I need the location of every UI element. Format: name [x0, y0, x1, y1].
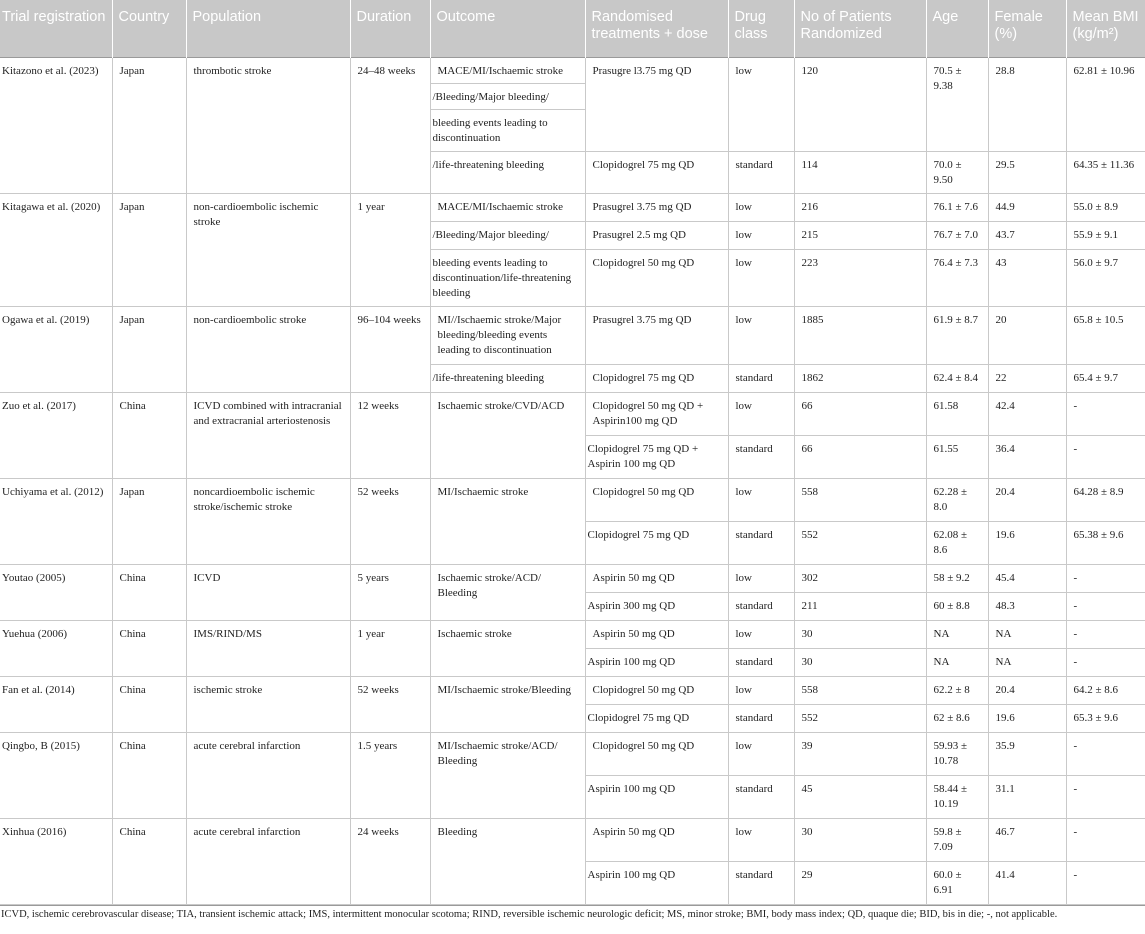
country-cell: China [112, 732, 186, 818]
female-percent-cell: 20 [988, 306, 1066, 364]
mean-bmi-cell: - [1066, 564, 1145, 592]
population-cell: ICVD combined with intracranial and extracranial arteriostenosis [186, 392, 350, 478]
mean-bmi-cell: 62.81 ± 10.96 [1066, 57, 1145, 151]
header-trial-registration: Trial registration [0, 0, 112, 57]
patients-randomized-cell: 552 [794, 521, 926, 564]
mean-bmi-cell: - [1066, 620, 1145, 648]
mean-bmi-cell: - [1066, 775, 1145, 818]
drug-class-cell: standard [728, 592, 794, 620]
outcome-cell: Bleeding [430, 818, 585, 904]
outcome-cell: MI/Ischaemic stroke [430, 478, 585, 564]
country-cell: Japan [112, 478, 186, 564]
treatment-cell: Prasugrel 3.75 mg QD [585, 306, 728, 364]
age-cell: 70.5 ± 9.38 [926, 57, 988, 151]
table-row [0, 478, 1145, 521]
age-cell: 58 ± 9.2 [926, 564, 988, 592]
drug-class-cell: low [728, 249, 794, 306]
population-cell: acute cerebral infarction [186, 818, 350, 904]
duration-cell: 52 weeks [350, 676, 430, 732]
drug-class-cell: low [728, 620, 794, 648]
header-row [0, 0, 1145, 57]
treatment-cell: Clopidogrel 75 mg QD + Aspirin 100 mg QD [585, 435, 728, 478]
table-row [0, 306, 1145, 364]
patients-randomized-cell: 45 [794, 775, 926, 818]
header-randomised-treatments: Randomised treatments + dose [585, 0, 728, 57]
age-cell: 61.55 [926, 435, 988, 478]
age-cell: 58.44 ± 10.19 [926, 775, 988, 818]
treatment-cell: Clopidogrel 75 mg QD [585, 704, 728, 732]
drug-class-cell: low [728, 57, 794, 151]
patients-randomized-cell: 29 [794, 861, 926, 904]
population-cell: non-cardioembolic ischemic stroke [186, 193, 350, 306]
mean-bmi-cell: - [1066, 861, 1145, 904]
outcome-cell: /Bleeding/Major bleeding/ [430, 83, 585, 109]
patients-randomized-cell: 211 [794, 592, 926, 620]
age-cell: 70.0 ± 9.50 [926, 151, 988, 193]
trial-registration-cell: Kitagawa et al. (2020) [0, 193, 112, 306]
patients-randomized-cell: 302 [794, 564, 926, 592]
female-percent-cell: 19.6 [988, 704, 1066, 732]
treatment-cell: Clopidogrel 75 mg QD [585, 521, 728, 564]
drug-class-cell: low [728, 221, 794, 249]
treatment-cell: Clopidogrel 75 mg QD [585, 364, 728, 392]
table-row [0, 564, 1145, 592]
mean-bmi-cell: - [1066, 435, 1145, 478]
duration-cell: 24–48 weeks [350, 57, 430, 193]
mean-bmi-cell: 55.9 ± 9.1 [1066, 221, 1145, 249]
female-percent-cell: NA [988, 620, 1066, 648]
outcome-cell: bleeding events leading to discontinuation/life-threatening bleeding [430, 249, 585, 306]
female-percent-cell: 46.7 [988, 818, 1066, 861]
trial-registration-cell: Zuo et al. (2017) [0, 392, 112, 478]
drug-class-cell: standard [728, 364, 794, 392]
header-drug-class: Drug class [728, 0, 794, 57]
trial-registration-cell: Ogawa et al. (2019) [0, 306, 112, 392]
age-cell: 62 ± 8.6 [926, 704, 988, 732]
age-cell: 59.93 ± 10.78 [926, 732, 988, 775]
drug-class-cell: low [728, 732, 794, 775]
female-percent-cell: 20.4 [988, 478, 1066, 521]
female-percent-cell: NA [988, 648, 1066, 676]
treatment-cell: Aspirin 50 mg QD [585, 564, 728, 592]
patients-randomized-cell: 66 [794, 435, 926, 478]
mean-bmi-cell: - [1066, 732, 1145, 775]
treatment-cell: Clopidogrel 50 mg QD [585, 732, 728, 775]
mean-bmi-cell: 55.0 ± 8.9 [1066, 193, 1145, 221]
female-percent-cell: 19.6 [988, 521, 1066, 564]
patients-randomized-cell: 30 [794, 620, 926, 648]
age-cell: 76.7 ± 7.0 [926, 221, 988, 249]
female-percent-cell: 20.4 [988, 676, 1066, 704]
age-cell: 61.58 [926, 392, 988, 435]
table-row [0, 620, 1145, 648]
duration-cell: 1 year [350, 620, 430, 676]
country-cell: Japan [112, 193, 186, 306]
female-percent-cell: 29.5 [988, 151, 1066, 193]
female-percent-cell: 43 [988, 249, 1066, 306]
outcome-cell: /life-threatening bleeding [430, 151, 585, 193]
outcome-cell: MI//Ischaemic stroke/Major bleeding/bleeding events leading to discontinuation [430, 306, 585, 364]
population-cell: ischemic stroke [186, 676, 350, 732]
country-cell: China [112, 676, 186, 732]
age-cell: 61.9 ± 8.7 [926, 306, 988, 364]
treatment-cell: Prasugrel 3.75 mg QD [585, 193, 728, 221]
trial-registration-cell: Youtao (2005) [0, 564, 112, 620]
table-row [0, 57, 1145, 83]
female-percent-cell: 48.3 [988, 592, 1066, 620]
table-row [0, 193, 1145, 221]
patients-randomized-cell: 1862 [794, 364, 926, 392]
patients-randomized-cell: 216 [794, 193, 926, 221]
female-percent-cell: 28.8 [988, 57, 1066, 151]
trial-registration-cell: Xinhua (2016) [0, 818, 112, 904]
trial-registration-cell: Yuehua (2006) [0, 620, 112, 676]
treatment-cell: Aspirin 100 mg QD [585, 861, 728, 904]
drug-class-cell: low [728, 478, 794, 521]
mean-bmi-cell: - [1066, 648, 1145, 676]
population-cell: thrombotic stroke [186, 57, 350, 193]
treatment-cell: Aspirin 300 mg QD [585, 592, 728, 620]
treatment-cell: Prasugre l3.75 mg QD [585, 57, 728, 151]
drug-class-cell: standard [728, 435, 794, 478]
patients-randomized-cell: 114 [794, 151, 926, 193]
mean-bmi-cell: 65.8 ± 10.5 [1066, 306, 1145, 364]
table-row [0, 818, 1145, 861]
trial-registration-cell: Fan et al. (2014) [0, 676, 112, 732]
duration-cell: 96–104 weeks [350, 306, 430, 392]
female-percent-cell: 43.7 [988, 221, 1066, 249]
header-duration: Duration [350, 0, 430, 57]
female-percent-cell: 36.4 [988, 435, 1066, 478]
treatment-cell: Clopidogrel 50 mg QD [585, 478, 728, 521]
age-cell: 60 ± 8.8 [926, 592, 988, 620]
outcome-cell: Ischaemic stroke/CVD/ACD [430, 392, 585, 478]
patients-randomized-cell: 66 [794, 392, 926, 435]
drug-class-cell: standard [728, 704, 794, 732]
header-population: Population [186, 0, 350, 57]
outcome-cell: /life-threatening bleeding [430, 364, 585, 392]
table-footnote: ICVD, ischemic cerebrovascular disease; TIA, transient ischemic attack; IMS, intermittent monocular scotoma; RIND, reversible ischemic neurologic deficit; MS, minor stroke; BMI, body mass index; QD, quaque die; BID, bis in die; -, not applicable. [0, 905, 1145, 920]
table-row [0, 392, 1145, 435]
table-row [0, 676, 1145, 704]
treatment-cell: Clopidogrel 75 mg QD [585, 151, 728, 193]
patients-randomized-cell: 552 [794, 704, 926, 732]
drug-class-cell: low [728, 306, 794, 364]
patients-randomized-cell: 30 [794, 648, 926, 676]
patients-randomized-cell: 120 [794, 57, 926, 151]
treatment-cell: Aspirin 100 mg QD [585, 775, 728, 818]
outcome-cell: MI/Ischaemic stroke/ACD/ Bleeding [430, 732, 585, 818]
female-percent-cell: 31.1 [988, 775, 1066, 818]
mean-bmi-cell: 65.38 ± 9.6 [1066, 521, 1145, 564]
header-mean-bmi: Mean BMI (kg/m²) [1066, 0, 1145, 57]
female-percent-cell: 44.9 [988, 193, 1066, 221]
age-cell: NA [926, 620, 988, 648]
outcome-cell: bleeding events leading to discontinuation [430, 109, 585, 151]
duration-cell: 12 weeks [350, 392, 430, 478]
age-cell: 76.4 ± 7.3 [926, 249, 988, 306]
country-cell: China [112, 564, 186, 620]
drug-class-cell: low [728, 676, 794, 704]
outcome-cell: MI/Ischaemic stroke/Bleeding [430, 676, 585, 732]
population-cell: ICVD [186, 564, 350, 620]
treatment-cell: Aspirin 50 mg QD [585, 620, 728, 648]
female-percent-cell: 22 [988, 364, 1066, 392]
duration-cell: 52 weeks [350, 478, 430, 564]
mean-bmi-cell: 65.4 ± 9.7 [1066, 364, 1145, 392]
country-cell: Japan [112, 306, 186, 392]
drug-class-cell: standard [728, 151, 794, 193]
mean-bmi-cell: - [1066, 592, 1145, 620]
female-percent-cell: 45.4 [988, 564, 1066, 592]
header-country: Country [112, 0, 186, 57]
age-cell: NA [926, 648, 988, 676]
age-cell: 62.2 ± 8 [926, 676, 988, 704]
trial-registration-cell: Uchiyama et al. (2012) [0, 478, 112, 564]
age-cell: 60.0 ± 6.91 [926, 861, 988, 904]
patients-randomized-cell: 223 [794, 249, 926, 306]
patients-randomized-cell: 1885 [794, 306, 926, 364]
outcome-cell: MACE/MI/Ischaemic stroke [430, 193, 585, 221]
age-cell: 62.4 ± 8.4 [926, 364, 988, 392]
population-cell: non-cardioembolic stroke [186, 306, 350, 392]
table-row [0, 732, 1145, 775]
duration-cell: 5 years [350, 564, 430, 620]
outcome-cell: /Bleeding/Major bleeding/ [430, 221, 585, 249]
header-patients-randomized: No of Patients Randomized [794, 0, 926, 57]
mean-bmi-cell: 64.28 ± 8.9 [1066, 478, 1145, 521]
age-cell: 59.8 ± 7.09 [926, 818, 988, 861]
treatment-cell: Aspirin 50 mg QD [585, 818, 728, 861]
header-female-percent: Female (%) [988, 0, 1066, 57]
header-age: Age [926, 0, 988, 57]
duration-cell: 1 year [350, 193, 430, 306]
treatment-cell: Clopidogrel 50 mg QD + Aspirin100 mg QD [585, 392, 728, 435]
country-cell: China [112, 392, 186, 478]
outcome-cell: Ischaemic stroke/ACD/ Bleeding [430, 564, 585, 620]
patients-randomized-cell: 558 [794, 676, 926, 704]
drug-class-cell: low [728, 818, 794, 861]
population-cell: noncardioembolic ischemic stroke/ischemic stroke [186, 478, 350, 564]
female-percent-cell: 42.4 [988, 392, 1066, 435]
mean-bmi-cell: 65.3 ± 9.6 [1066, 704, 1145, 732]
age-cell: 62.08 ± 8.6 [926, 521, 988, 564]
mean-bmi-cell: - [1066, 392, 1145, 435]
treatment-cell: Prasugrel 2.5 mg QD [585, 221, 728, 249]
female-percent-cell: 35.9 [988, 732, 1066, 775]
patients-randomized-cell: 558 [794, 478, 926, 521]
trial-registration-cell: Qingbo, B (2015) [0, 732, 112, 818]
mean-bmi-cell: 64.35 ± 11.36 [1066, 151, 1145, 193]
drug-class-cell: standard [728, 521, 794, 564]
table-body [0, 57, 1145, 904]
country-cell: China [112, 620, 186, 676]
header-outcome: Outcome [430, 0, 585, 57]
female-percent-cell: 41.4 [988, 861, 1066, 904]
duration-cell: 24 weeks [350, 818, 430, 904]
age-cell: 76.1 ± 7.6 [926, 193, 988, 221]
mean-bmi-cell: - [1066, 818, 1145, 861]
treatment-cell: Clopidogrel 50 mg QD [585, 676, 728, 704]
treatment-cell: Aspirin 100 mg QD [585, 648, 728, 676]
population-cell: IMS/RIND/MS [186, 620, 350, 676]
drug-class-cell: standard [728, 648, 794, 676]
treatment-cell: Clopidogrel 50 mg QD [585, 249, 728, 306]
drug-class-cell: low [728, 564, 794, 592]
population-cell: acute cerebral infarction [186, 732, 350, 818]
outcome-cell: MACE/MI/Ischaemic stroke [430, 57, 585, 83]
drug-class-cell: standard [728, 861, 794, 904]
duration-cell: 1.5 years [350, 732, 430, 818]
patients-randomized-cell: 39 [794, 732, 926, 775]
drug-class-cell: standard [728, 775, 794, 818]
patients-randomized-cell: 30 [794, 818, 926, 861]
country-cell: Japan [112, 57, 186, 193]
age-cell: 62.28 ± 8.0 [926, 478, 988, 521]
drug-class-cell: low [728, 193, 794, 221]
drug-class-cell: low [728, 392, 794, 435]
country-cell: China [112, 818, 186, 904]
patients-randomized-cell: 215 [794, 221, 926, 249]
trial-registration-cell: Kitazono et al. (2023) [0, 57, 112, 193]
mean-bmi-cell: 56.0 ± 9.7 [1066, 249, 1145, 306]
mean-bmi-cell: 64.2 ± 8.6 [1066, 676, 1145, 704]
outcome-cell: Ischaemic stroke [430, 620, 585, 676]
